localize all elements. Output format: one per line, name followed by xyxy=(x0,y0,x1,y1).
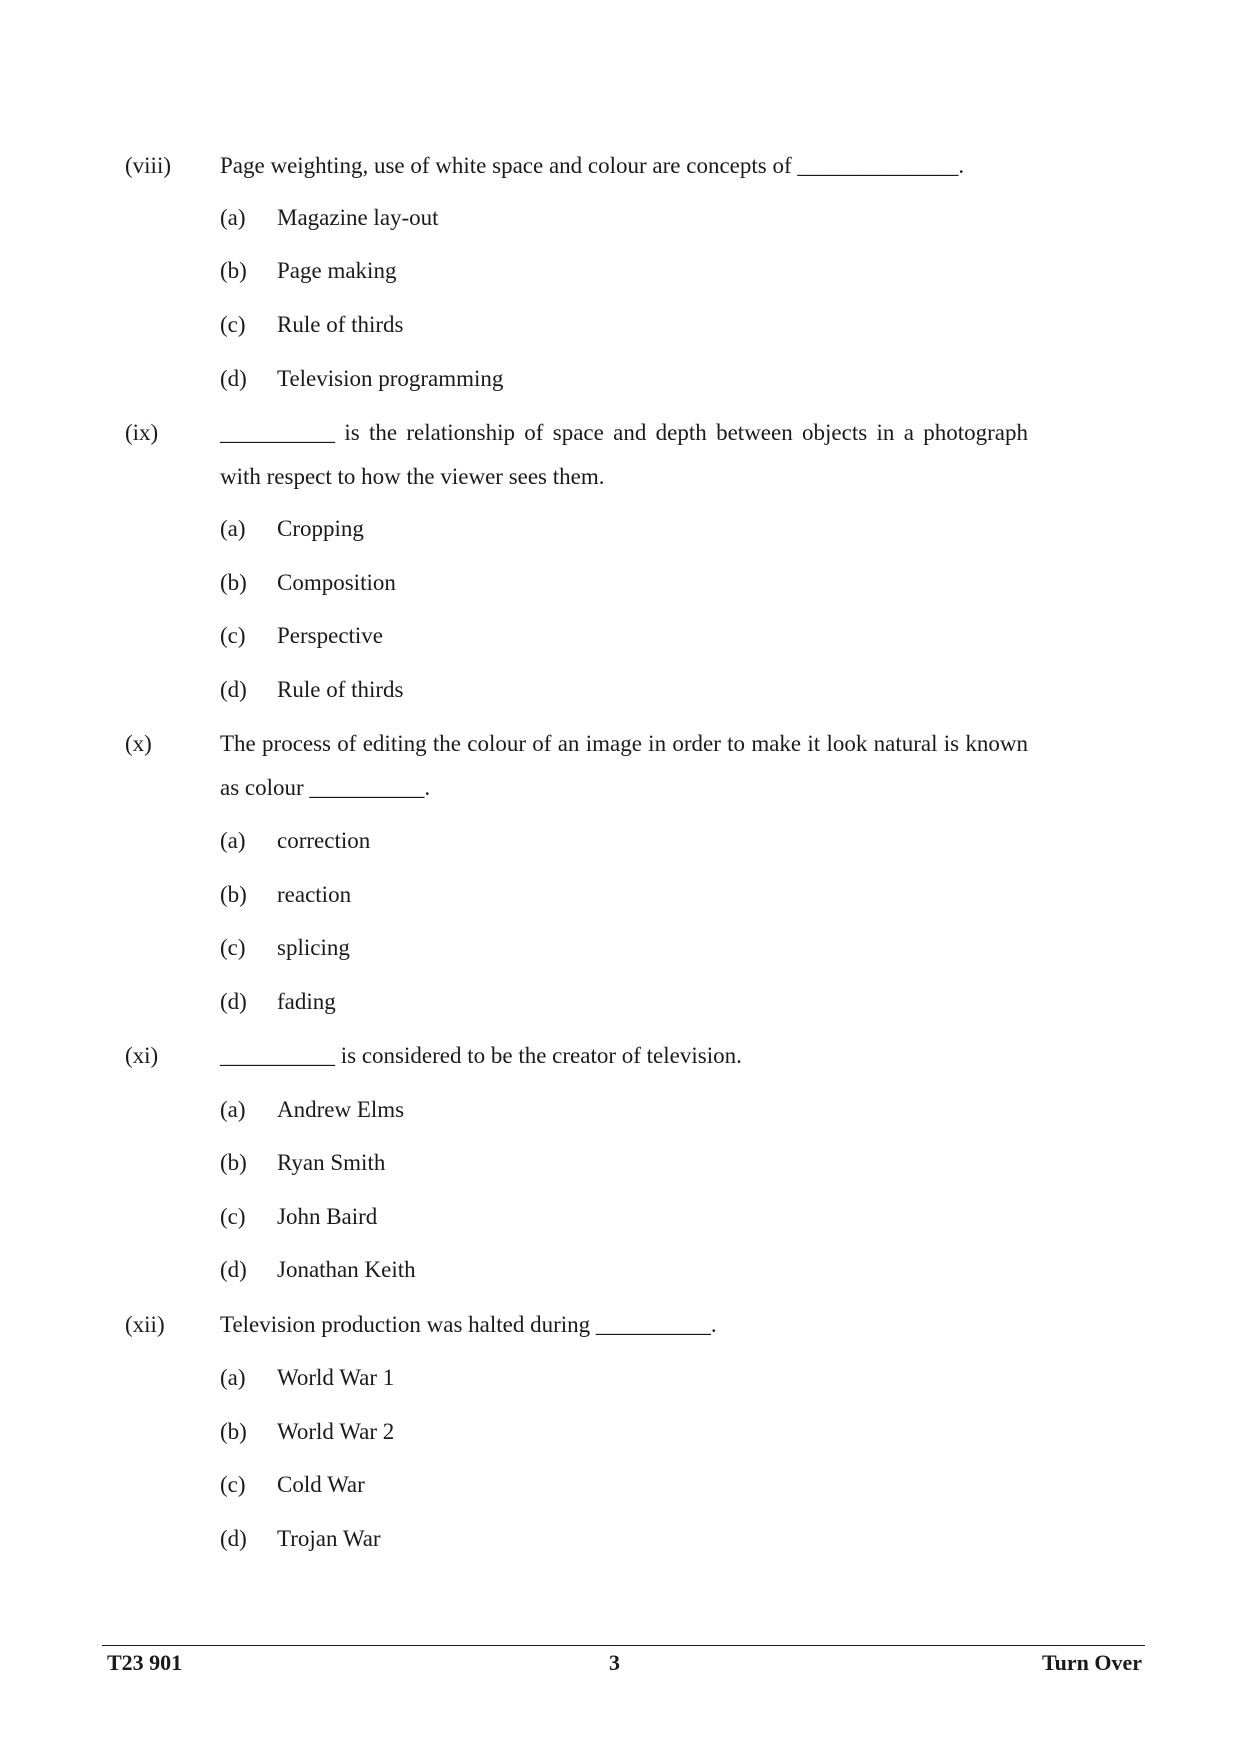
question-number: (x) xyxy=(125,731,152,756)
option-letter: (a) xyxy=(220,205,246,230)
option-letter: (b) xyxy=(220,1150,247,1175)
question-text: __________ is considered to be the creator of television. xyxy=(220,1043,742,1068)
option-letter: (c) xyxy=(220,312,246,337)
question-number: (ix) xyxy=(125,420,159,445)
option-text: Cold War xyxy=(277,1472,365,1497)
question-number: (xii) xyxy=(125,1312,165,1337)
option-letter: (b) xyxy=(220,570,247,595)
question-text: Page weighting, use of white space and colour are concepts of ______________. xyxy=(220,153,965,178)
option-letter: (b) xyxy=(220,258,247,283)
option-text: World War 2 xyxy=(277,1419,395,1444)
option-letter: (a) xyxy=(220,1097,246,1122)
option-text: correction xyxy=(277,828,371,853)
option-text: Magazine lay-out xyxy=(277,205,439,230)
footer-page-number: 3 xyxy=(609,1650,620,1675)
option-letter: (c) xyxy=(220,935,246,960)
question-text: __________ is the relationship of space and depth between objects in a photograph with respect to how the viewer sees them. xyxy=(220,420,1028,489)
footer-divider xyxy=(102,1645,1145,1646)
option-text: reaction xyxy=(277,882,352,907)
option-letter: (d) xyxy=(220,366,247,391)
option-letter: (d) xyxy=(220,677,247,702)
option-text: Rule of thirds xyxy=(277,312,404,337)
option-letter: (d) xyxy=(220,1526,247,1551)
question-number: (viii) xyxy=(125,153,171,178)
option-text: Rule of thirds xyxy=(277,677,404,702)
question-text: Television production was halted during __________. xyxy=(220,1312,717,1337)
option-text: Cropping xyxy=(277,516,364,541)
question-number: (xi) xyxy=(125,1043,159,1068)
option-letter: (a) xyxy=(220,828,246,853)
option-letter: (c) xyxy=(220,1204,246,1229)
footer-paper-code: T23 901 xyxy=(107,1650,183,1675)
question-text: The process of editing the colour of an image in order to make it look natural is known as colour __________. xyxy=(220,731,1028,800)
option-text: Trojan War xyxy=(277,1526,381,1551)
option-letter: (a) xyxy=(220,516,246,541)
option-text: World War 1 xyxy=(277,1365,395,1390)
option-text: John Baird xyxy=(277,1204,378,1229)
option-text: Ryan Smith xyxy=(277,1150,386,1175)
option-letter: (d) xyxy=(220,1257,247,1282)
option-text: Andrew Elms xyxy=(277,1097,405,1122)
option-letter: (d) xyxy=(220,989,247,1014)
option-letter: (c) xyxy=(220,623,246,648)
option-text: splicing xyxy=(277,935,350,960)
option-letter: (c) xyxy=(220,1472,246,1497)
option-text: Composition xyxy=(277,570,396,595)
option-text: fading xyxy=(277,989,336,1014)
option-letter: (a) xyxy=(220,1365,246,1390)
option-text: Jonathan Keith xyxy=(277,1257,416,1282)
option-text: Page making xyxy=(277,258,397,283)
footer-turn-over: Turn Over xyxy=(1041,1650,1142,1675)
option-letter: (b) xyxy=(220,882,247,907)
option-text: Television programming xyxy=(277,366,504,391)
option-letter: (b) xyxy=(220,1419,247,1444)
option-text: Perspective xyxy=(277,623,384,648)
